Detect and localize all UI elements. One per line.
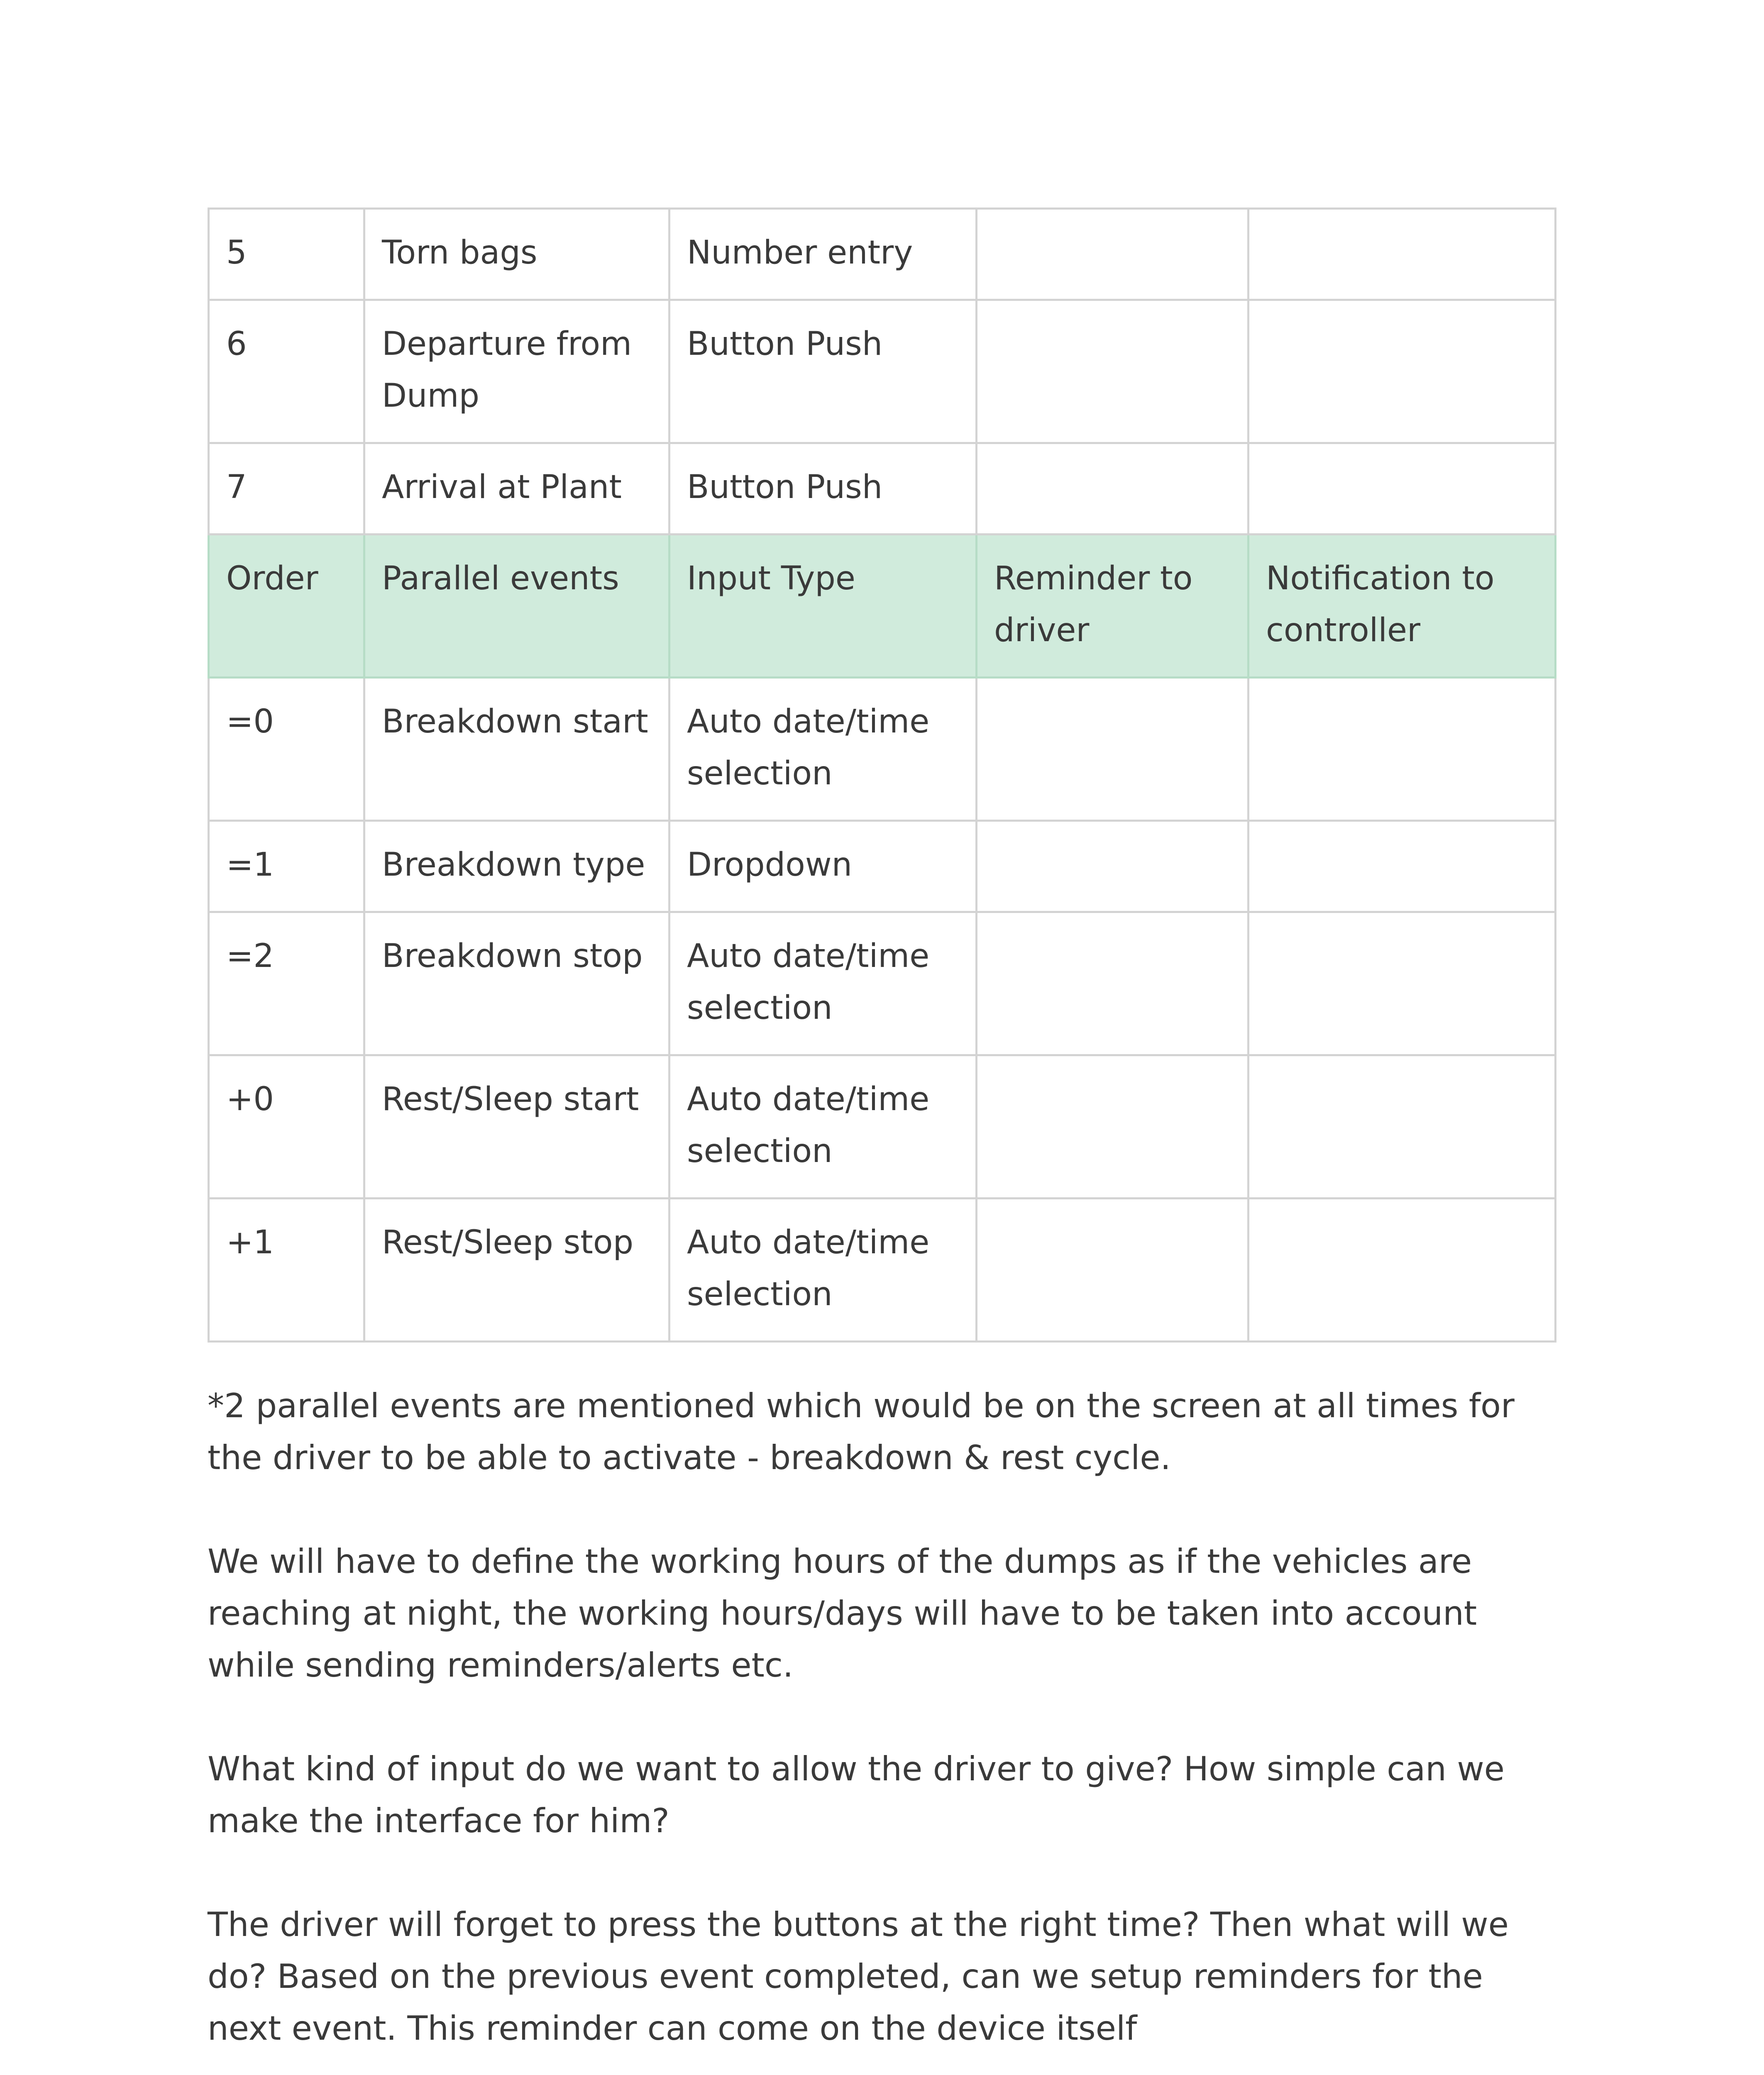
order-cell: 6 <box>209 300 364 443</box>
event-cell: Torn bags <box>364 209 669 300</box>
reminder-cell <box>977 443 1248 535</box>
event-cell: Rest/Sleep start <box>364 1055 669 1199</box>
note-working-hours: We will have to define the working hours of the dumps as if the vehicles are reaching at night, the working hours/days will have to be taken into account while sending reminders/alerts etc. <box>208 1542 1477 1684</box>
header-input-type: Input Type <box>669 535 977 678</box>
input-type-cell: Button Push <box>669 443 977 535</box>
reminder-cell <box>977 1055 1248 1199</box>
event-cell: Breakdown stop <box>364 912 669 1055</box>
order-cell: =2 <box>209 912 364 1055</box>
input-type-cell: Number entry <box>669 209 977 300</box>
order-cell: =0 <box>209 678 364 821</box>
header-reminder-to-driver: Reminder to driver <box>977 535 1248 678</box>
table-row <box>209 912 1556 1055</box>
header-notification-to-controller: Notification to controller <box>1248 535 1556 678</box>
reminder-cell <box>977 821 1248 912</box>
notification-cell <box>1248 821 1556 912</box>
header-order: Order <box>209 535 364 678</box>
order-cell: +0 <box>209 1055 364 1199</box>
event-cell: Breakdown start <box>364 678 669 821</box>
event-cell: Departure from Dump <box>364 300 669 443</box>
table-row <box>209 209 1556 300</box>
note-driver-input: What kind of input do we want to allow the driver to give? How simple can we make the interface for him? <box>208 1750 1505 1840</box>
notification-cell <box>1248 209 1556 300</box>
table-row <box>209 300 1556 443</box>
event-cell: Breakdown type <box>364 821 669 912</box>
reminder-cell <box>977 300 1248 443</box>
reminder-cell <box>977 209 1248 300</box>
input-type-cell: Auto date/time selection <box>669 912 977 1055</box>
event-cell: Arrival at Plant <box>364 443 669 535</box>
order-cell: 7 <box>209 443 364 535</box>
reminder-cell <box>977 912 1248 1055</box>
event-cell: Rest/Sleep stop <box>364 1199 669 1342</box>
input-type-cell: Auto date/time selection <box>669 1199 977 1342</box>
notification-cell <box>1248 300 1556 443</box>
table-row <box>209 821 1556 912</box>
notification-cell <box>1248 1199 1556 1342</box>
header-parallel-events: Parallel events <box>364 535 669 678</box>
table-row <box>209 1055 1556 1199</box>
notification-cell <box>1248 912 1556 1055</box>
input-type-cell: Auto date/time selection <box>669 678 977 821</box>
document-page <box>208 208 1556 2054</box>
table-header-row <box>209 535 1556 678</box>
table-row <box>209 1199 1556 1342</box>
reminder-cell <box>977 1199 1248 1342</box>
order-cell: 5 <box>209 209 364 300</box>
table-row <box>209 443 1556 535</box>
order-cell: =1 <box>209 821 364 912</box>
notification-cell <box>1248 443 1556 535</box>
input-type-cell: Dropdown <box>669 821 977 912</box>
input-type-cell: Button Push <box>669 300 977 443</box>
note-parallel-events: *2 parallel events are mentioned which would be on the screen at all times for the driver to be able to activate - breakdown & rest cycle. <box>208 1387 1515 1477</box>
note-reminders: The driver will forget to press the buttons at the right time? Then what will we do? Based on the previous event completed, can we setup reminders for the next event. This reminder can come on the device itself <box>208 1905 1509 2048</box>
notes-section <box>208 1380 1556 2054</box>
notification-cell <box>1248 1055 1556 1199</box>
notification-cell <box>1248 678 1556 821</box>
events-table <box>208 208 1556 1343</box>
table-row <box>209 678 1556 821</box>
order-cell: +1 <box>209 1199 364 1342</box>
input-type-cell: Auto date/time selection <box>669 1055 977 1199</box>
reminder-cell <box>977 678 1248 821</box>
